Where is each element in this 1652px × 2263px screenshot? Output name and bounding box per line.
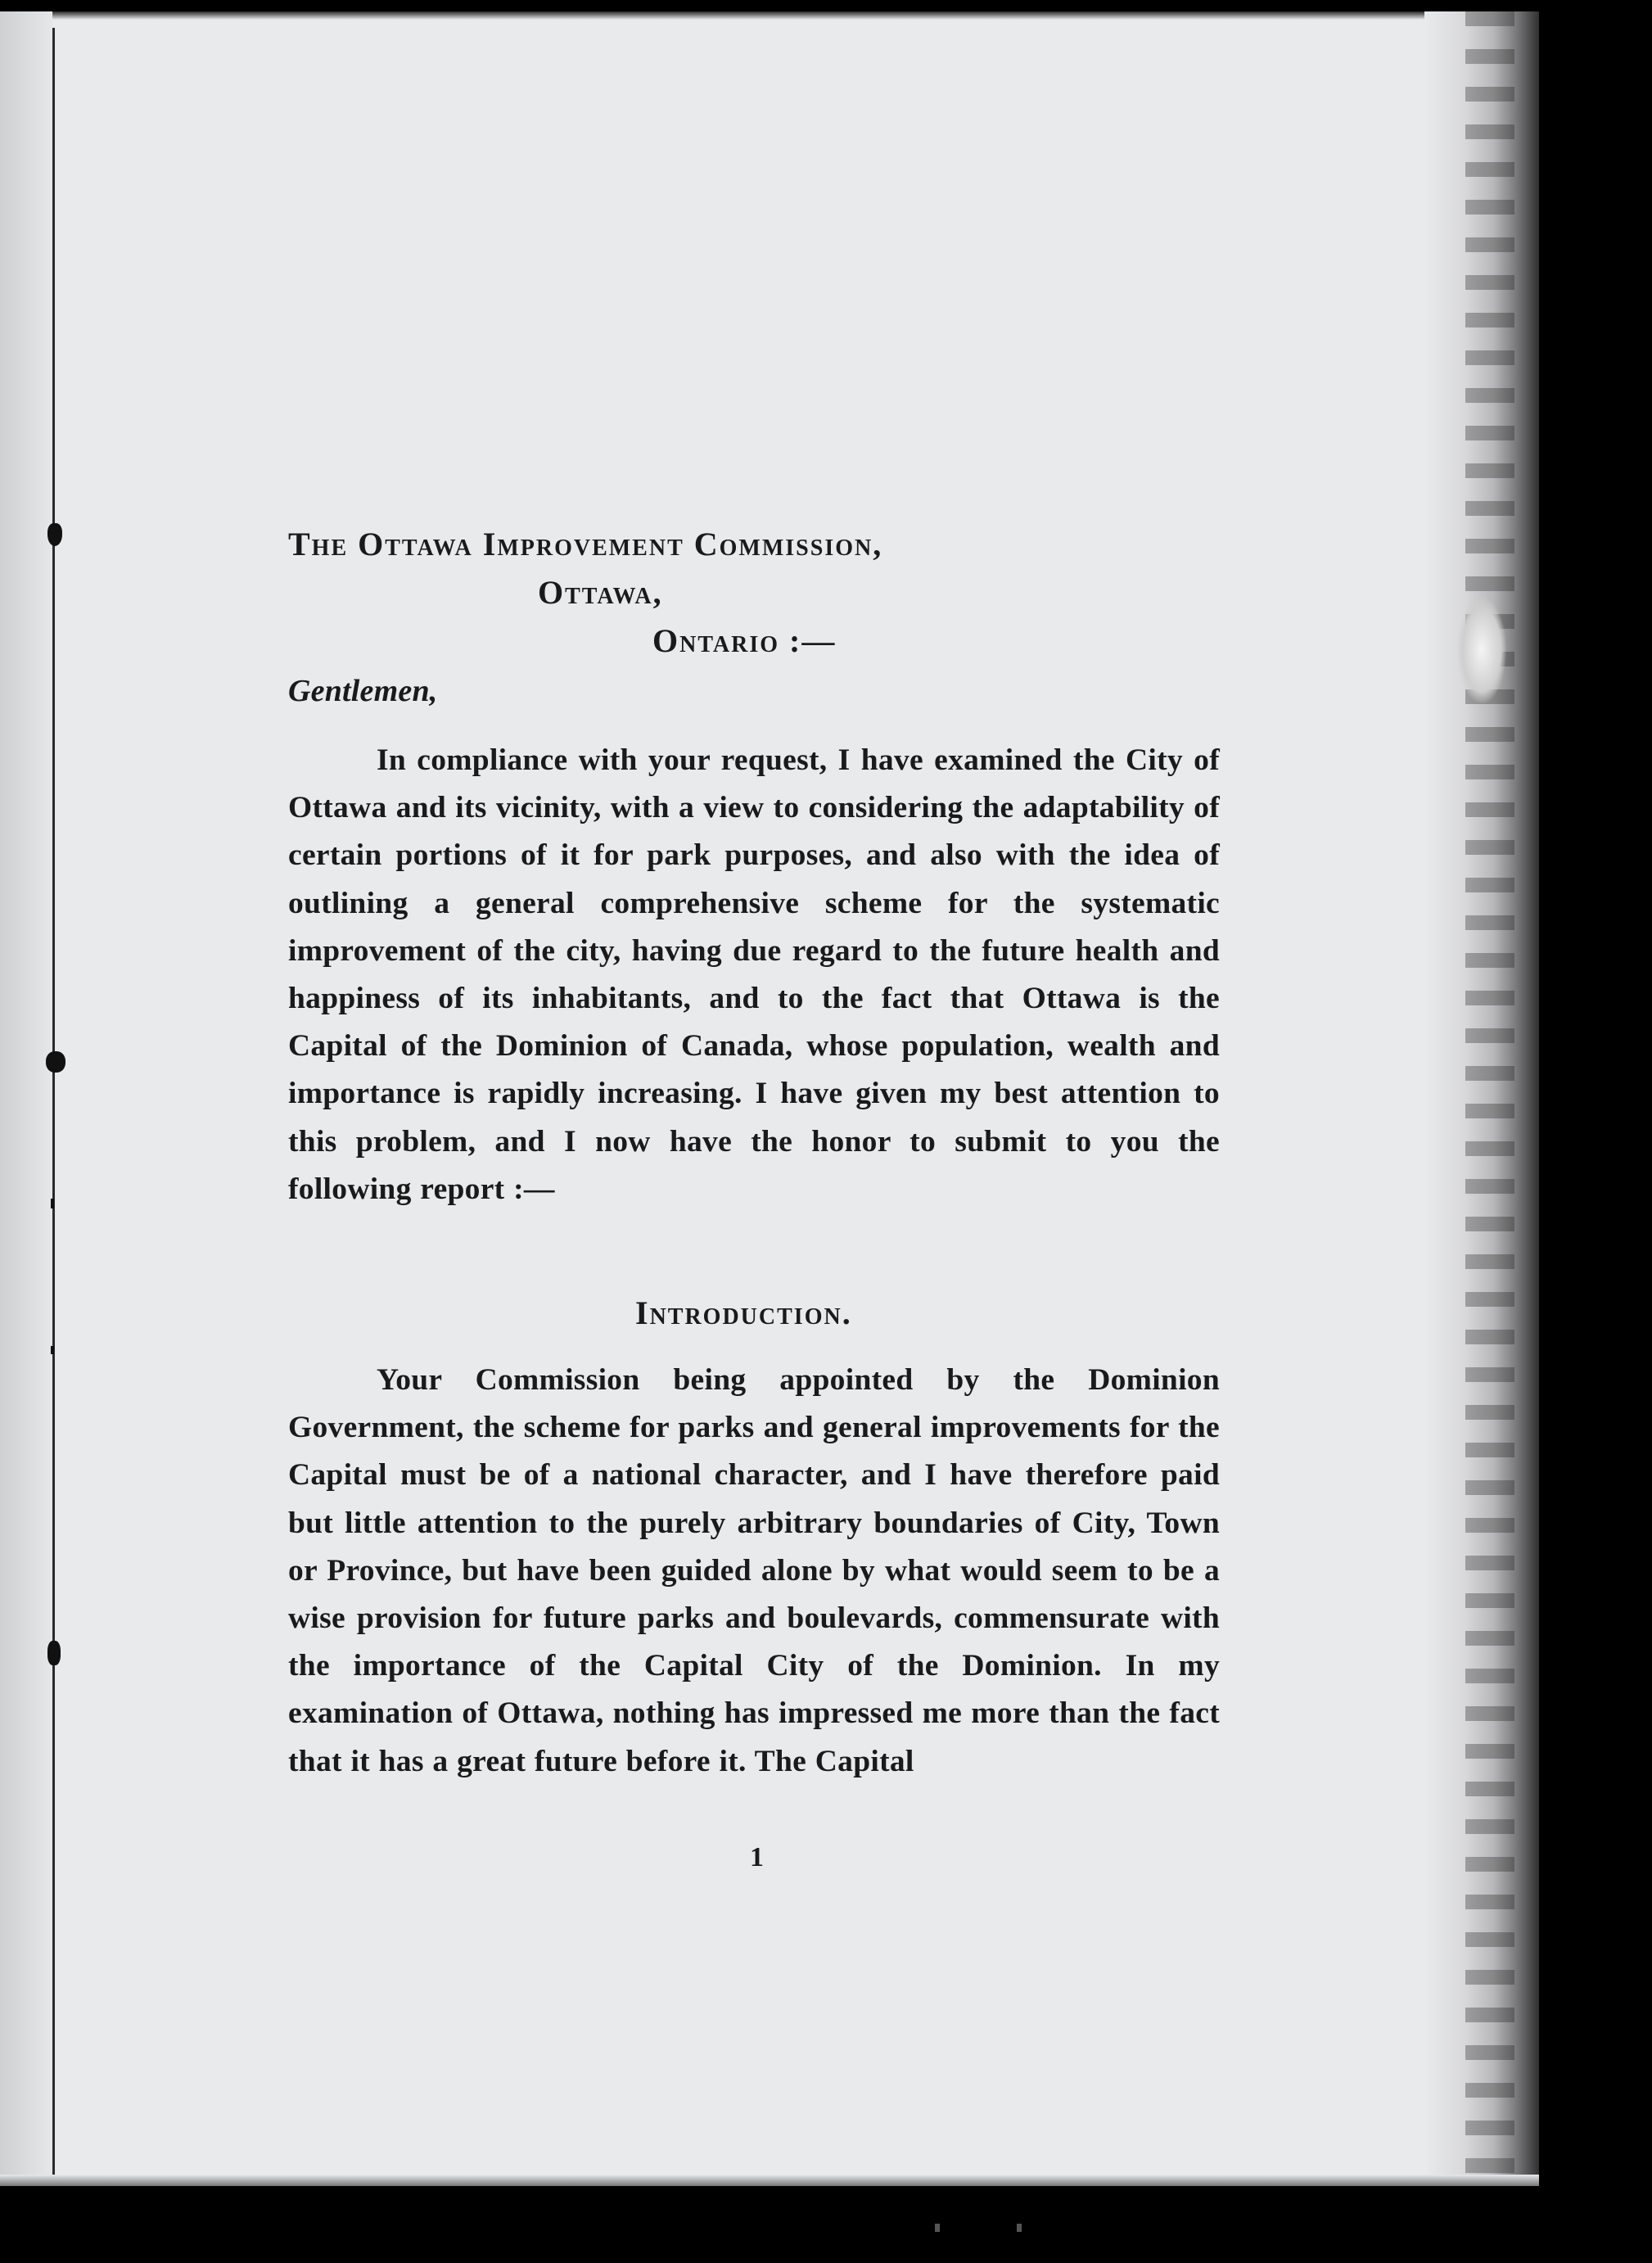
addressee-line-1: The Ottawa Improvement Commission,	[288, 526, 883, 562]
binding-mark	[51, 1199, 54, 1208]
scan-speck	[935, 2224, 940, 2232]
body-paragraph	[288, 1357, 1220, 1786]
intro-paragraph	[288, 737, 1220, 1213]
binding-mark	[47, 1641, 61, 1665]
intro-paragraph-text: In compliance with your request, I have examined the City of Ottawa and its vicinity, with a view to considering the adaptability of certain portions of it for park purposes, and also with the idea of outlining a general comprehensive scheme for the systematic improvement of the city, having due regard to the future health and happiness of its inhabitants, and to the fact that Ottawa is the Capital of the Dominion of Canada, whose population, wealth and importance is rapidly increasing. I have given my best attention to this problem, and I now have the honor to submit to you the following report :—	[288, 743, 1220, 1206]
binding-edge	[0, 11, 52, 2186]
scan-speck	[1017, 2224, 1022, 2232]
binding-mark	[51, 1346, 54, 1354]
section-heading: Introduction.	[635, 1294, 852, 1331]
salutation: Gentlemen,	[288, 674, 438, 708]
binding-mark	[46, 1051, 65, 1073]
binding-mark	[47, 523, 62, 546]
addressee-line-2: Ottawa,	[538, 574, 663, 611]
page-tear	[1457, 597, 1506, 703]
body-paragraph-text: Your Commission being appointed by the Dominion Government, the scheme for parks and general improvements for the Capital must be of a national character, and I have therefore paid but little attention to the purely arbitrary boundaries of City, Town or Province, but have been guided alone by what would seem to be a wise provision for future parks and boulevards, commensurate with the importance of the Capital City of the Dominion. In my examination of Ottawa, nothing has impressed me more than the fact that it has a great future before it. The Capital	[288, 1363, 1220, 1778]
page-bottom-shadow	[0, 2175, 1539, 2186]
page-number: 1	[750, 1842, 764, 1872]
addressee-line-3: Ontario :—	[652, 622, 837, 659]
page-right-edge-texture	[1465, 11, 1514, 2186]
binding-line	[52, 28, 55, 2186]
scanned-page	[0, 11, 1539, 2186]
page-top-shadow	[0, 11, 1539, 20]
